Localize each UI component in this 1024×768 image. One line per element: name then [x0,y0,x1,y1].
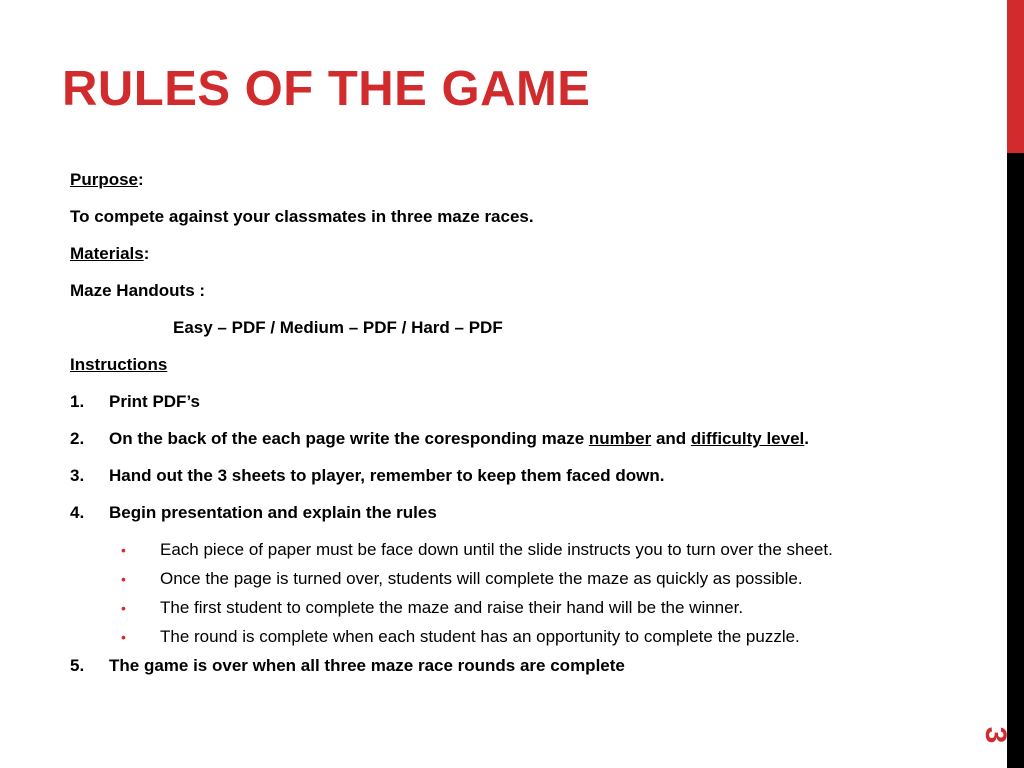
step-text: Hand out the 3 sheets to player, remember to keep them faced down. [109,466,665,485]
page-number: 3 [979,726,1012,744]
purpose-heading-line [70,168,990,205]
side-accent-bar-red [1007,0,1024,153]
instruction-step-1 [70,390,990,427]
purpose-colon: : [138,170,144,189]
step-text: Print PDF’s [109,392,200,411]
purpose-heading: Purpose [70,170,139,189]
slide-body [70,168,990,691]
bullet-icon: • [121,629,126,645]
step-text: Begin presentation and explain the rules [109,503,437,522]
materials-heading-line [70,242,990,279]
step-number: 2. [70,429,85,448]
materials-colon: : [143,244,150,263]
rule-bullet-item [121,567,990,596]
instruction-step-5 [70,654,990,691]
rule-bullet-item [121,538,990,567]
step-number: 1. [70,392,85,411]
instructions-heading-line [70,353,990,390]
instruction-step-4 [70,501,990,538]
step-text-part: . [804,429,810,448]
rule-bullet-item [121,625,990,654]
rule-text: The round is complete when each student has an opportunity to complete the puzzle. [160,627,800,646]
step-text [109,427,809,464]
rule-bullet-item [121,596,990,625]
slide-title: RULES OF THE GAME [62,62,591,116]
step-number: 4. [70,503,85,522]
underlined-difficulty-term: difficulty level [690,429,805,448]
bullet-icon: • [121,600,126,616]
step-text-part: and [651,429,691,448]
maze-handouts-label: Maze Handouts : [70,281,206,300]
bullet-icon: • [121,542,126,558]
rule-text: Once the page is turned over, students will complete the maze as quickly as possible. [160,569,803,588]
rule-text: Each piece of paper must be face down until the slide instructs you to turn over the sheet. [160,540,833,559]
step-text: The game is over when all three maze race rounds are complete [109,656,625,675]
step-text-part: On the back of the each page write the coresponding maze [109,429,589,448]
instruction-step-3 [70,464,990,501]
bullet-icon: • [121,571,126,587]
rules-bullet-list [121,538,990,654]
instructions-heading: Instructions [70,355,168,374]
materials-heading: Materials [70,244,144,263]
maze-handouts-list: Easy – PDF / Medium – PDF / Hard – PDF [173,318,503,337]
purpose-text: To compete against your classmates in three maze races. [70,207,534,226]
instruction-step-2 [70,427,990,464]
underlined-number-term: number [588,429,652,448]
step-number: 5. [70,656,85,675]
rule-text: The first student to complete the maze and raise their hand will be the winner. [160,598,744,617]
side-accent-bar-dark [1007,153,1024,768]
step-number: 3. [70,466,85,485]
